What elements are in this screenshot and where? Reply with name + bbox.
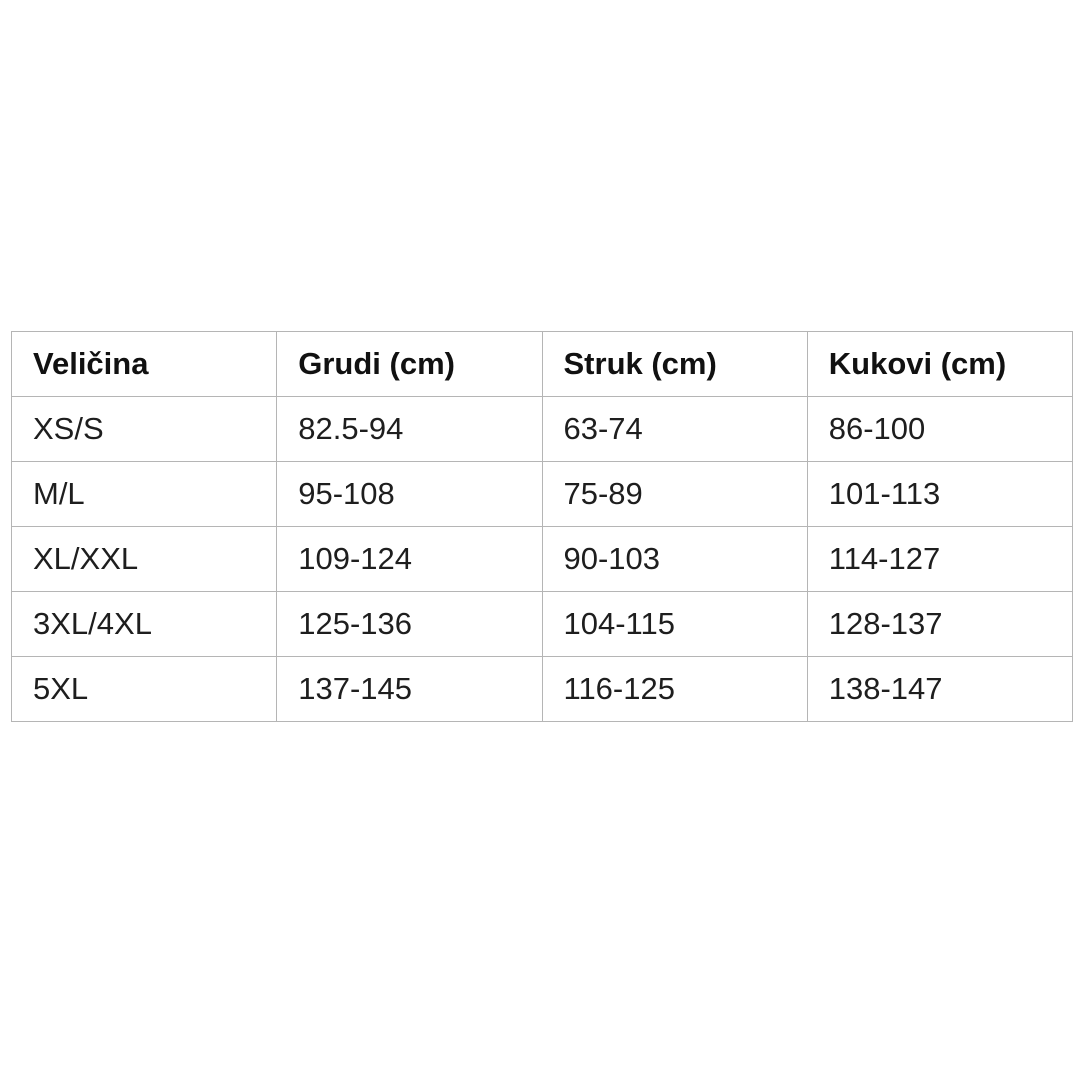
cell-waist: 116-125 xyxy=(542,657,807,722)
cell-size: XL/XXL xyxy=(12,527,277,592)
cell-chest: 95-108 xyxy=(277,462,542,527)
header-chest: Grudi (cm) xyxy=(277,332,542,397)
cell-waist: 104-115 xyxy=(542,592,807,657)
size-chart-table xyxy=(11,331,1073,722)
cell-chest: 82.5-94 xyxy=(277,397,542,462)
cell-size: 3XL/4XL xyxy=(12,592,277,657)
cell-hips: 101-113 xyxy=(807,462,1072,527)
cell-waist: 90-103 xyxy=(542,527,807,592)
table-header xyxy=(12,332,1073,397)
table-body xyxy=(12,397,1073,722)
cell-chest: 109-124 xyxy=(277,527,542,592)
table-row xyxy=(12,462,1073,527)
cell-hips: 114-127 xyxy=(807,527,1072,592)
header-row xyxy=(12,332,1073,397)
table-row xyxy=(12,657,1073,722)
header-size: Veličina xyxy=(12,332,277,397)
cell-chest: 125-136 xyxy=(277,592,542,657)
cell-size: XS/S xyxy=(12,397,277,462)
cell-size: M/L xyxy=(12,462,277,527)
cell-hips: 138-147 xyxy=(807,657,1072,722)
table-row xyxy=(12,397,1073,462)
cell-waist: 63-74 xyxy=(542,397,807,462)
header-waist: Struk (cm) xyxy=(542,332,807,397)
header-hips: Kukovi (cm) xyxy=(807,332,1072,397)
cell-chest: 137-145 xyxy=(277,657,542,722)
cell-size: 5XL xyxy=(12,657,277,722)
cell-waist: 75-89 xyxy=(542,462,807,527)
table-row xyxy=(12,592,1073,657)
table-row xyxy=(12,527,1073,592)
cell-hips: 128-137 xyxy=(807,592,1072,657)
cell-hips: 86-100 xyxy=(807,397,1072,462)
